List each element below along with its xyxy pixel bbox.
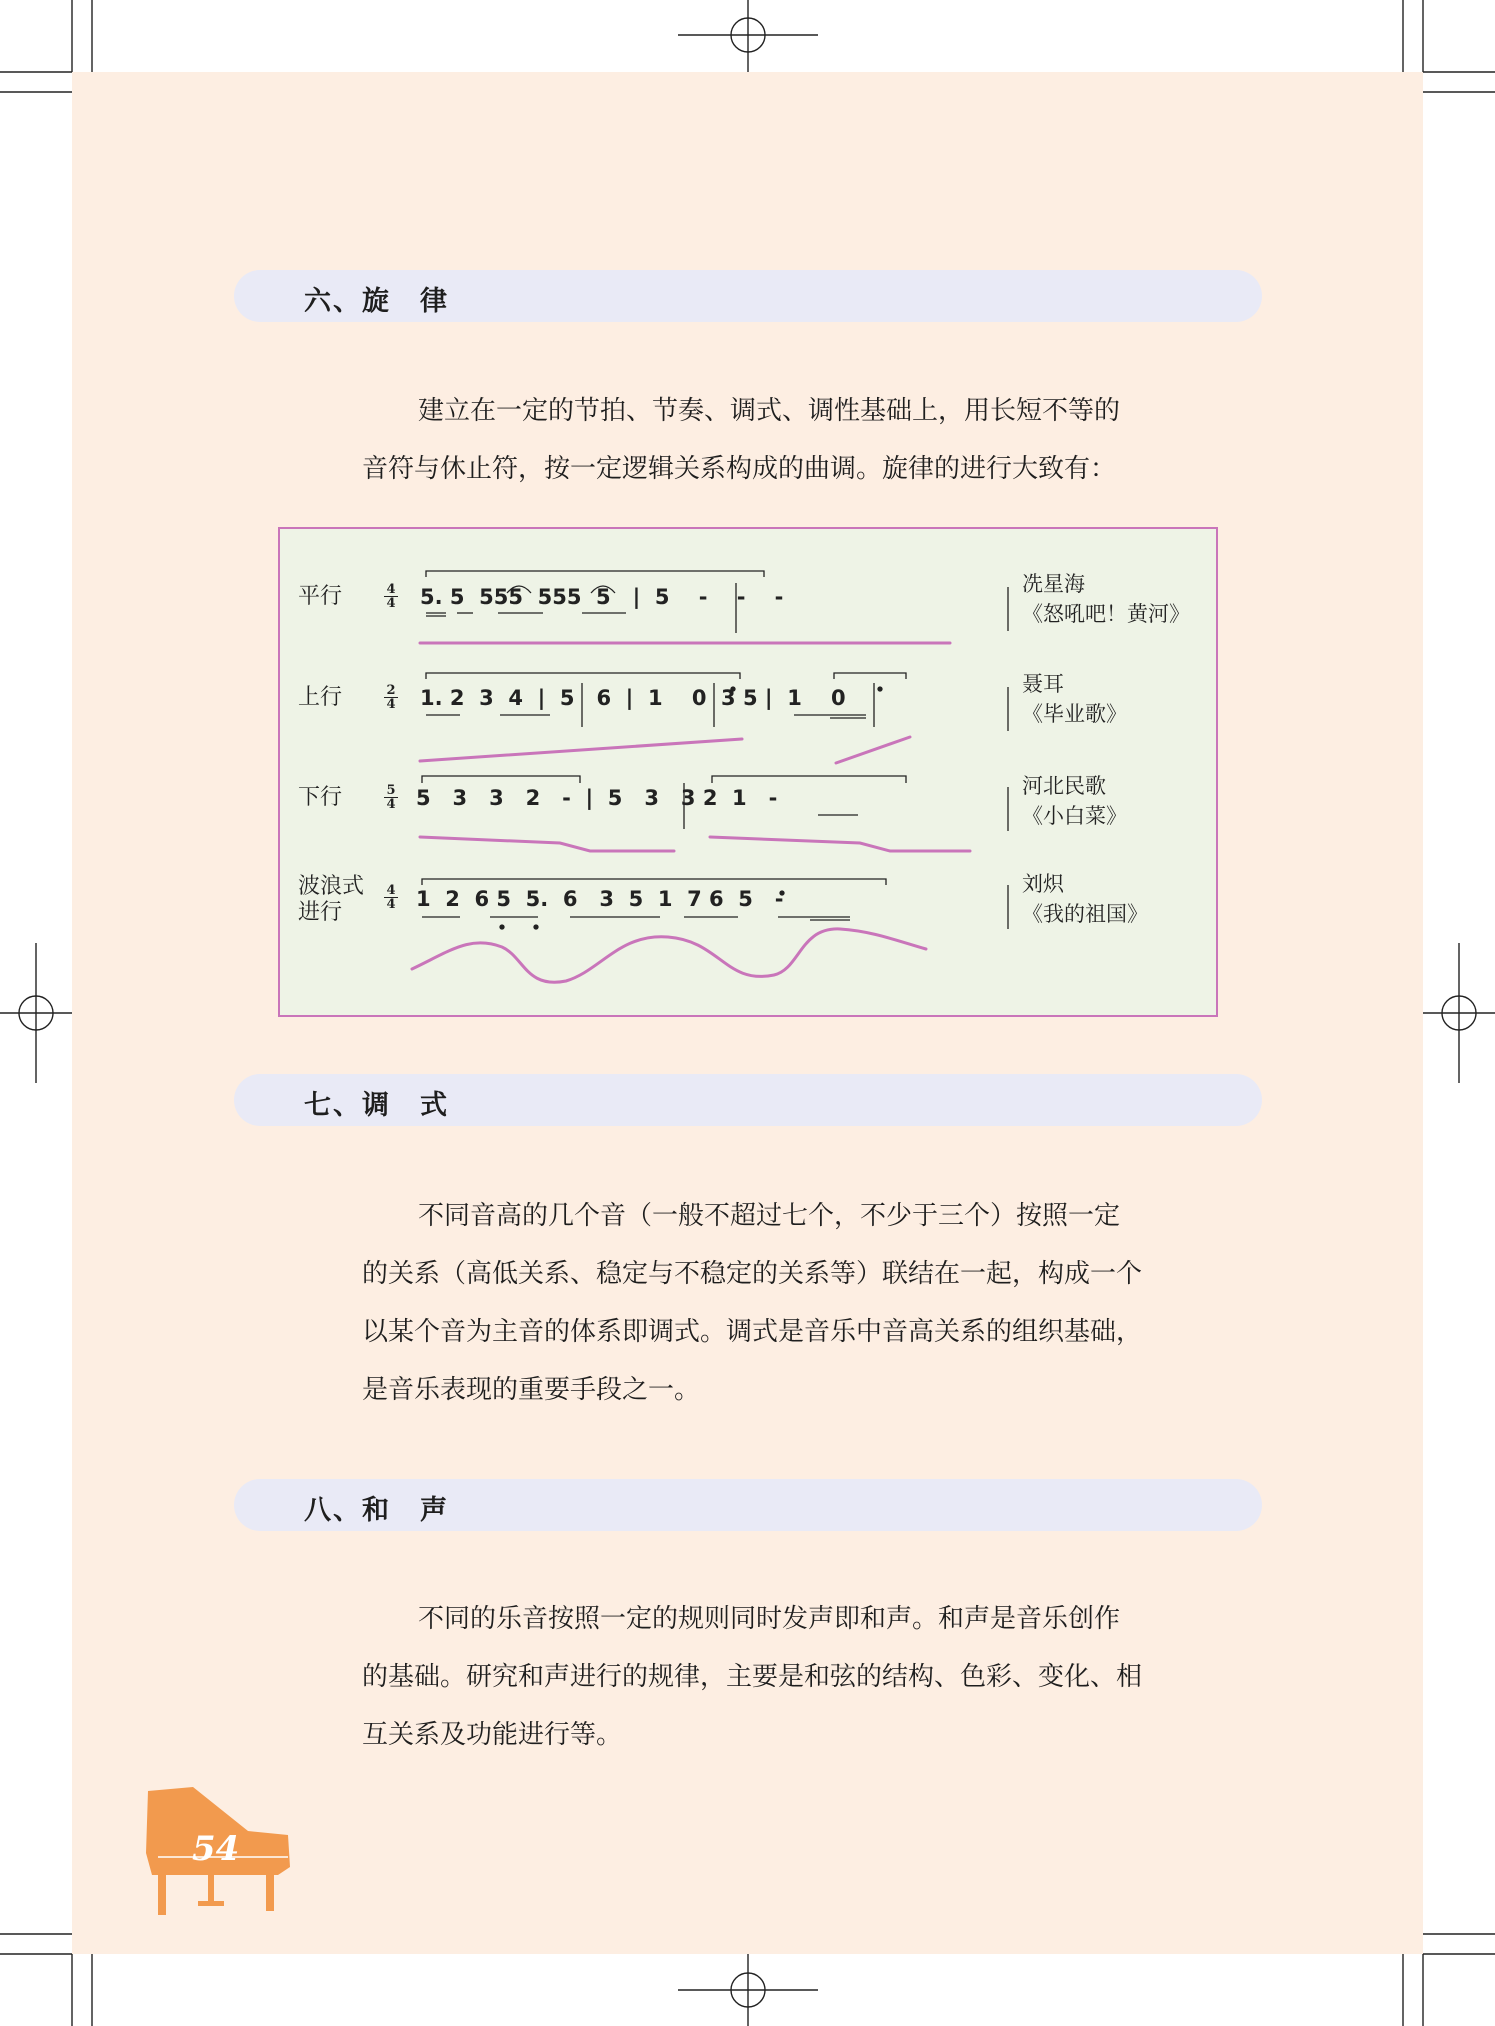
paragraph-text: 不同音高的几个音（一般不超过七个，不少于三个）按照一定的关系（高低关系、稳定与不稳定的关系等）联结在一起，构成一个以某个音为主音的体系即调式。调式是音乐中音高关系的组织基础，是音乐表现的重要手段之一。 [362, 1201, 1143, 1405]
notation-row-descending: 5 3 3 2 - | 5 3 3 2 1 - [416, 786, 778, 810]
source-parallel: 冼星海 《怒吼吧！黄河》 [1022, 572, 1190, 626]
row-label-descending: 下行 [298, 785, 343, 810]
row-label-wave: 波浪式 进行 [298, 874, 365, 925]
time-signature: 2 4 [384, 684, 398, 711]
row-label-ascending: 上行 [298, 685, 343, 710]
mode-paragraph [362, 1187, 1142, 1419]
time-signature: 4 4 [384, 583, 398, 610]
source-descending: 河北民歌 《小白菜》 [1022, 774, 1127, 828]
section-heading-harmony [234, 1479, 1262, 1531]
paragraph-text: 建立在一定的节拍、节奏、调式、调性基础上，用长短不等的音符与休止符，按一定逻辑关系构成的曲调。旋律的进行大致有： [362, 396, 1121, 484]
paragraph-text: 不同的乐音按照一定的规则同时发声即和声。和声是音乐创作的基础。研究和声进行的规律，主要是和弦的结构、色彩、变化、相互关系及功能进行等。 [362, 1604, 1143, 1750]
section-heading-text: 八、和 声 [304, 1495, 449, 1526]
source-ascending: 聂耳 《毕业歌》 [1022, 672, 1127, 726]
section-heading-text: 六、旋 律 [304, 286, 449, 317]
page-number: 54 [192, 1829, 240, 1869]
melody-notation-box [278, 527, 1218, 1017]
notation-row-wave: 1 2 6 5 5. 6 3 5 1 7 6 5 - [416, 887, 784, 911]
harmony-paragraph [362, 1590, 1142, 1764]
time-signature: 4 4 [384, 884, 398, 911]
notation-row-ascending: 1. 2 3 4 | 5 6 | 1 0 3 5 | 1 0 [420, 686, 846, 710]
melody-paragraph [362, 382, 1142, 498]
section-heading-mode [234, 1074, 1262, 1126]
notation-row-parallel: 5. 5 555 555 5 | 5 - - - [420, 585, 784, 609]
section-heading-melody [234, 270, 1262, 322]
source-wave: 刘炽 《我的祖国》 [1022, 872, 1148, 926]
time-signature: 5 4 [384, 784, 398, 811]
section-heading-text: 七、调 式 [304, 1090, 449, 1121]
row-label-parallel: 平行 [298, 584, 343, 609]
